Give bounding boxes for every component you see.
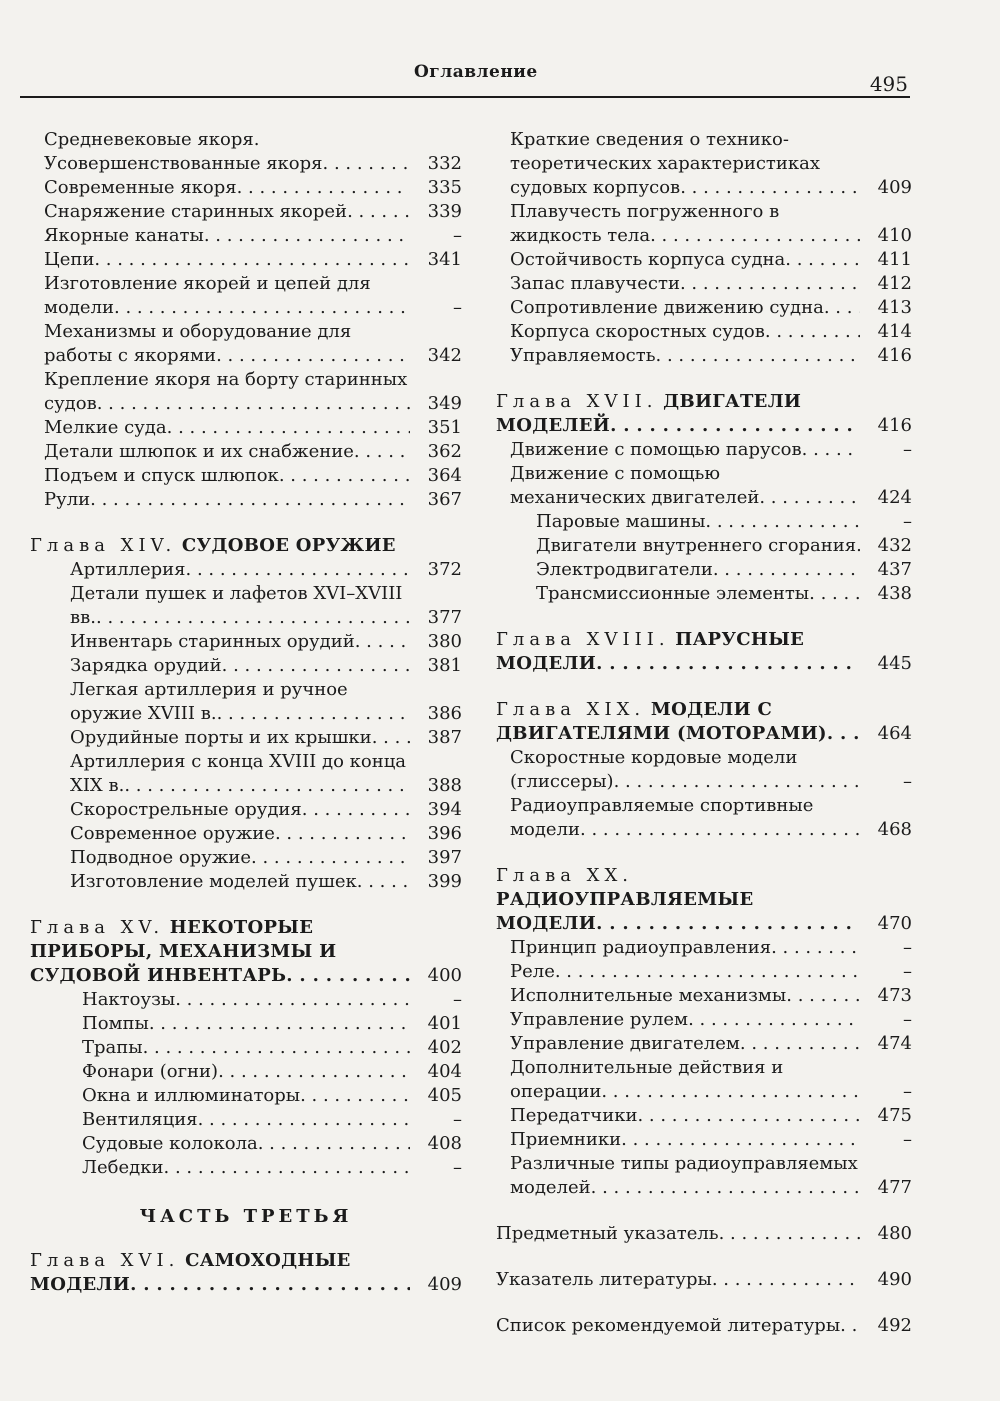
chapter-title: РАДИОУПРАВЛЯЕМЫЕ МОДЕЛИ . . . bbox=[496, 889, 754, 934]
entry-title: Снаряжение старинных якорей . . . bbox=[44, 201, 347, 222]
entry-title: Лебедки . . . bbox=[82, 1157, 164, 1178]
page-number: 495 bbox=[869, 72, 908, 96]
entry-page-number: 400 bbox=[410, 964, 462, 988]
toc-entry bbox=[30, 822, 462, 846]
entry-page-number: 474 bbox=[860, 1032, 912, 1056]
entry-page-number: – bbox=[860, 770, 912, 794]
toc-entry bbox=[496, 344, 912, 368]
entry-title: Зарядка орудий . . . bbox=[70, 655, 222, 676]
toc-entry bbox=[496, 296, 912, 320]
toc-entry bbox=[496, 794, 912, 842]
toc-right-column bbox=[496, 128, 912, 1338]
page-header bbox=[0, 0, 1000, 110]
entry-title: Современные якоря . . . bbox=[44, 177, 237, 198]
entry-title: Скоростные кордовые модели (глиссеры) . . . bbox=[510, 747, 797, 792]
toc-entry bbox=[30, 1084, 462, 1108]
entry-title: Фонари (огни) . . . bbox=[82, 1061, 218, 1082]
entry-page-number: 492 bbox=[860, 1314, 912, 1338]
entry-page-number: 367 bbox=[410, 488, 462, 512]
toc-entry bbox=[496, 1128, 912, 1152]
entry-title: Управление рулем . . . bbox=[510, 1009, 688, 1030]
toc-entry bbox=[30, 488, 462, 512]
entry-page-number: 335 bbox=[410, 176, 462, 200]
entry-page-number: – bbox=[410, 1108, 462, 1132]
entry-title: Подъем и спуск шлюпок . . . bbox=[44, 465, 279, 486]
entry-title: Принцип радиоуправления . . . bbox=[510, 937, 771, 958]
entry-title: Движение с помощью механических двигателей . . . bbox=[510, 463, 759, 508]
toc-entry bbox=[30, 368, 462, 416]
toc-entry bbox=[496, 984, 912, 1008]
entry-page-number: 473 bbox=[860, 984, 912, 1008]
entry-page-number: 413 bbox=[860, 296, 912, 320]
entry-page-number: – bbox=[410, 296, 462, 320]
entry-page-number: 351 bbox=[410, 416, 462, 440]
chapter-label: Глава XIX. bbox=[496, 699, 646, 720]
entry-page-number: 410 bbox=[860, 224, 912, 248]
toc-chapter-entry bbox=[30, 534, 462, 558]
entry-page-number: 437 bbox=[860, 558, 912, 582]
toc-back-matter-entry bbox=[496, 1314, 912, 1338]
entry-title: Средневековые якоря. Усовершенствованные якоря . . . bbox=[44, 129, 323, 174]
chapter-label: Глава XVIII. bbox=[496, 629, 670, 650]
toc-entry bbox=[496, 1008, 912, 1032]
entry-title: Орудийные порты и их крышки . . . bbox=[70, 727, 372, 748]
entry-page-number: 490 bbox=[860, 1268, 912, 1292]
entry-page-number: 411 bbox=[860, 248, 912, 272]
entry-page-number: 402 bbox=[410, 1036, 462, 1060]
toc-entry bbox=[496, 582, 912, 606]
toc-entry bbox=[496, 1032, 912, 1056]
toc-entry bbox=[30, 224, 462, 248]
chapter-label: Глава XVII. bbox=[496, 391, 658, 412]
entry-page-number: 464 bbox=[860, 722, 912, 746]
entry-title: Указатель литературы . . . bbox=[496, 1269, 712, 1290]
toc-entry bbox=[30, 464, 462, 488]
entry-title: Остойчивость корпуса судна . . . bbox=[510, 249, 785, 270]
toc-entry bbox=[496, 558, 912, 582]
toc-entry bbox=[30, 798, 462, 822]
entry-title: Изготовление моделей пушек . . . bbox=[70, 871, 357, 892]
toc-entry bbox=[496, 438, 912, 462]
entry-page-number: 381 bbox=[410, 654, 462, 678]
entry-title: Трансмиссионные элементы . . . bbox=[536, 583, 809, 604]
entry-title: Плавучесть погруженного в жидкость тела . . . bbox=[510, 201, 779, 246]
toc-entry bbox=[496, 1104, 912, 1128]
entry-page-number: 416 bbox=[860, 344, 912, 368]
entry-page-number: 480 bbox=[860, 1222, 912, 1246]
toc-entry bbox=[30, 128, 462, 176]
entry-page-number: 339 bbox=[410, 200, 462, 224]
toc-chapter-entry bbox=[496, 864, 912, 936]
toc-entry bbox=[30, 272, 462, 320]
chapter-label: Глава XIV. bbox=[30, 535, 177, 556]
entry-title: Вентиляция . . . bbox=[82, 1109, 198, 1130]
part-heading: ЧАСТЬ ТРЕТЬЯ bbox=[139, 1206, 353, 1227]
entry-page-number: 388 bbox=[410, 774, 462, 798]
entry-page-number: 397 bbox=[410, 846, 462, 870]
toc-chapter-entry bbox=[496, 628, 912, 676]
toc-entry bbox=[496, 1056, 912, 1104]
entry-page-number: 364 bbox=[410, 464, 462, 488]
entry-title: Легкая артиллерия и ручное оружие XVIII в. . . . bbox=[70, 679, 348, 724]
entry-page-number: 405 bbox=[410, 1084, 462, 1108]
chapter-title: ДВИГАТЕЛИ МОДЕЛЕЙ . . . bbox=[496, 391, 801, 436]
entry-page-number: – bbox=[860, 438, 912, 462]
entry-page-number: 394 bbox=[410, 798, 462, 822]
entry-title: Якорные канаты . . . bbox=[44, 225, 204, 246]
entry-title: Детали шлюпок и их снабжение . . . bbox=[44, 441, 354, 462]
entry-page-number: 424 bbox=[860, 486, 912, 510]
entry-title: Краткие сведения о технико-теоретических характеристиках судовых корпусов . . . bbox=[510, 129, 820, 198]
entry-title: Корпуса скоростных судов . . . bbox=[510, 321, 765, 342]
entry-page-number: 409 bbox=[410, 1273, 462, 1297]
toc-entry bbox=[496, 320, 912, 344]
entry-page-number: 349 bbox=[410, 392, 462, 416]
entry-title: Электродвигатели . . . bbox=[536, 559, 713, 580]
entry-page-number: 377 bbox=[410, 606, 462, 630]
entry-title: Артиллерия с конца XVIII до конца XIX в. . . . bbox=[70, 751, 406, 796]
toc-entry bbox=[496, 200, 912, 248]
entry-title: Мелкие суда . . . bbox=[44, 417, 167, 438]
chapter-title: МОДЕЛИ С ДВИГАТЕЛЯМИ (МОТОРАМИ) . . . bbox=[496, 699, 827, 744]
entry-page-number: – bbox=[410, 988, 462, 1012]
entry-title: Управление двигателем . . . bbox=[510, 1033, 740, 1054]
entry-title: Механизмы и оборудование для работы с якорями . . . bbox=[44, 321, 351, 366]
entry-title: Паровые машины . . . bbox=[536, 511, 705, 532]
entry-page-number: – bbox=[860, 1008, 912, 1032]
entry-page-number: 412 bbox=[860, 272, 912, 296]
chapter-label: Глава XX. bbox=[496, 865, 634, 886]
entry-title: Рули . . . bbox=[44, 489, 90, 510]
entry-title: Сопротивление движению судна . . . bbox=[510, 297, 824, 318]
entry-title: Инвентарь старинных орудий . . . bbox=[70, 631, 355, 652]
toc-chapter-entry bbox=[496, 390, 912, 438]
toc-chapter-entry bbox=[30, 916, 462, 988]
toc-entry bbox=[30, 726, 462, 750]
entry-page-number: 470 bbox=[860, 912, 912, 936]
entry-page-number: 341 bbox=[410, 248, 462, 272]
entry-page-number: 408 bbox=[410, 1132, 462, 1156]
toc-entry bbox=[30, 558, 462, 582]
entry-title: Двигатели внутреннего сгорания . . . bbox=[536, 535, 856, 556]
toc-entry bbox=[30, 440, 462, 464]
chapter-title: ПАРУСНЫЕ МОДЕЛИ . . . bbox=[496, 629, 804, 674]
entry-page-number: 477 bbox=[860, 1176, 912, 1200]
entry-title: Список рекомендуемой литературы . . . bbox=[496, 1315, 840, 1336]
toc-chapter-entry bbox=[496, 698, 912, 746]
chapter-title: САМОХОДНЫЕ МОДЕЛИ . . . bbox=[30, 1250, 351, 1295]
toc-entry bbox=[30, 630, 462, 654]
toc-entry bbox=[496, 462, 912, 510]
entry-title: Передатчики . . . bbox=[510, 1105, 637, 1126]
entry-title: Нактоузы . . . bbox=[82, 989, 175, 1010]
entry-page-number: 404 bbox=[410, 1060, 462, 1084]
toc-back-matter-entry bbox=[496, 1222, 912, 1246]
toc-entry bbox=[496, 746, 912, 794]
entry-page-number: 372 bbox=[410, 558, 462, 582]
entry-page-number: 414 bbox=[860, 320, 912, 344]
entry-page-number: 342 bbox=[410, 344, 462, 368]
toc-entry bbox=[30, 1132, 462, 1156]
chapter-label: Глава XVI. bbox=[30, 1250, 180, 1271]
toc-entry bbox=[30, 750, 462, 798]
entry-title: Исполнительные механизмы . . . bbox=[510, 985, 786, 1006]
toc-entry bbox=[30, 846, 462, 870]
header-rule bbox=[20, 96, 910, 98]
entry-title: Реле . . . bbox=[510, 961, 555, 982]
chapter-label: Глава XV. bbox=[30, 917, 165, 938]
toc-entry bbox=[30, 200, 462, 224]
entry-page-number: 438 bbox=[860, 582, 912, 606]
entry-page-number: 468 bbox=[860, 818, 912, 842]
entry-page-number: – bbox=[860, 1080, 912, 1104]
entry-title: Современное оружие . . . bbox=[70, 823, 275, 844]
toc-chapter-entry bbox=[30, 1249, 462, 1297]
toc-entry bbox=[30, 654, 462, 678]
entry-page-number: 409 bbox=[860, 176, 912, 200]
chapter-title: НЕКОТОРЫЕ ПРИБОРЫ, МЕХАНИЗМЫ И СУДОВОЙ ИНВЕНТАРЬ . . . bbox=[30, 917, 336, 986]
entry-page-number: 416 bbox=[860, 414, 912, 438]
toc-left-column bbox=[30, 128, 462, 1297]
entry-title: Цепи . . . bbox=[44, 249, 94, 270]
chapter-title: СУДОВОЕ ОРУЖИЕ bbox=[181, 535, 396, 556]
toc-entry bbox=[30, 988, 462, 1012]
toc-entry bbox=[496, 272, 912, 296]
entry-page-number: 401 bbox=[410, 1012, 462, 1036]
toc-entry bbox=[30, 1012, 462, 1036]
toc-entry bbox=[496, 534, 912, 558]
entry-title: Управляемость . . . bbox=[510, 345, 656, 366]
entry-page-number: 396 bbox=[410, 822, 462, 846]
entry-title: Судовые колокола . . . bbox=[82, 1133, 258, 1154]
toc-entry bbox=[496, 960, 912, 984]
entry-title: Скорострельные орудия . . . bbox=[70, 799, 302, 820]
toc-entry bbox=[30, 1108, 462, 1132]
entry-title: Трапы . . . bbox=[82, 1037, 143, 1058]
toc-back-matter-entry bbox=[496, 1268, 912, 1292]
entry-title: Окна и иллюминаторы . . . bbox=[82, 1085, 300, 1106]
entry-title: Помпы . . . bbox=[82, 1013, 149, 1034]
running-title: Оглавление bbox=[414, 62, 538, 82]
entry-title: Приемники . . . bbox=[510, 1129, 621, 1150]
toc-entry bbox=[496, 936, 912, 960]
entry-page-number: – bbox=[860, 1128, 912, 1152]
entry-page-number: – bbox=[860, 936, 912, 960]
entry-page-number: 386 bbox=[410, 702, 462, 726]
entry-page-number: 387 bbox=[410, 726, 462, 750]
entry-page-number: – bbox=[860, 510, 912, 534]
entry-page-number: – bbox=[410, 224, 462, 248]
toc-entry bbox=[30, 1036, 462, 1060]
entry-title: Предметный указатель . . . bbox=[496, 1223, 719, 1244]
entry-title: Подводное оружие . . . bbox=[70, 847, 251, 868]
toc-entry bbox=[30, 416, 462, 440]
entry-title: Дополнительные действия и операции . . . bbox=[510, 1057, 783, 1102]
entry-page-number: 445 bbox=[860, 652, 912, 676]
toc-entry bbox=[496, 1152, 912, 1200]
toc-entry bbox=[496, 248, 912, 272]
entry-page-number: 399 bbox=[410, 870, 462, 894]
entry-page-number: 475 bbox=[860, 1104, 912, 1128]
entry-title: Движение с помощью парусов . . . bbox=[510, 439, 802, 460]
entry-page-number: 432 bbox=[860, 534, 912, 558]
entry-page-number: 362 bbox=[410, 440, 462, 464]
toc-entry bbox=[30, 1060, 462, 1084]
entry-title: Различные типы радиоуправляемых моделей . . . bbox=[510, 1153, 858, 1198]
toc-entry bbox=[496, 510, 912, 534]
entry-page-number: – bbox=[410, 1156, 462, 1180]
entry-page-number: 332 bbox=[410, 152, 462, 176]
toc-entry bbox=[30, 176, 462, 200]
entry-title: Запас плавучести . . . bbox=[510, 273, 680, 294]
entry-title: Артиллерия . . . bbox=[70, 559, 186, 580]
toc-entry bbox=[496, 128, 912, 200]
entry-page-number: – bbox=[860, 960, 912, 984]
toc-entry bbox=[30, 870, 462, 894]
toc-entry bbox=[30, 248, 462, 272]
entry-title: Крепление якоря на борту старинных судов . . . bbox=[44, 369, 407, 414]
toc-entry bbox=[30, 678, 462, 726]
toc-entry bbox=[30, 582, 462, 630]
entry-page-number: 380 bbox=[410, 630, 462, 654]
entry-title: Радиоуправляемые спортивные модели . . . bbox=[510, 795, 813, 840]
toc-entry bbox=[30, 320, 462, 368]
entry-title: Изготовление якорей и цепей для модели . . . bbox=[44, 273, 371, 318]
toc-entry bbox=[30, 1156, 462, 1180]
entry-title: Детали пушек и лафетов XVI–XVIII вв. . . . bbox=[70, 583, 402, 628]
